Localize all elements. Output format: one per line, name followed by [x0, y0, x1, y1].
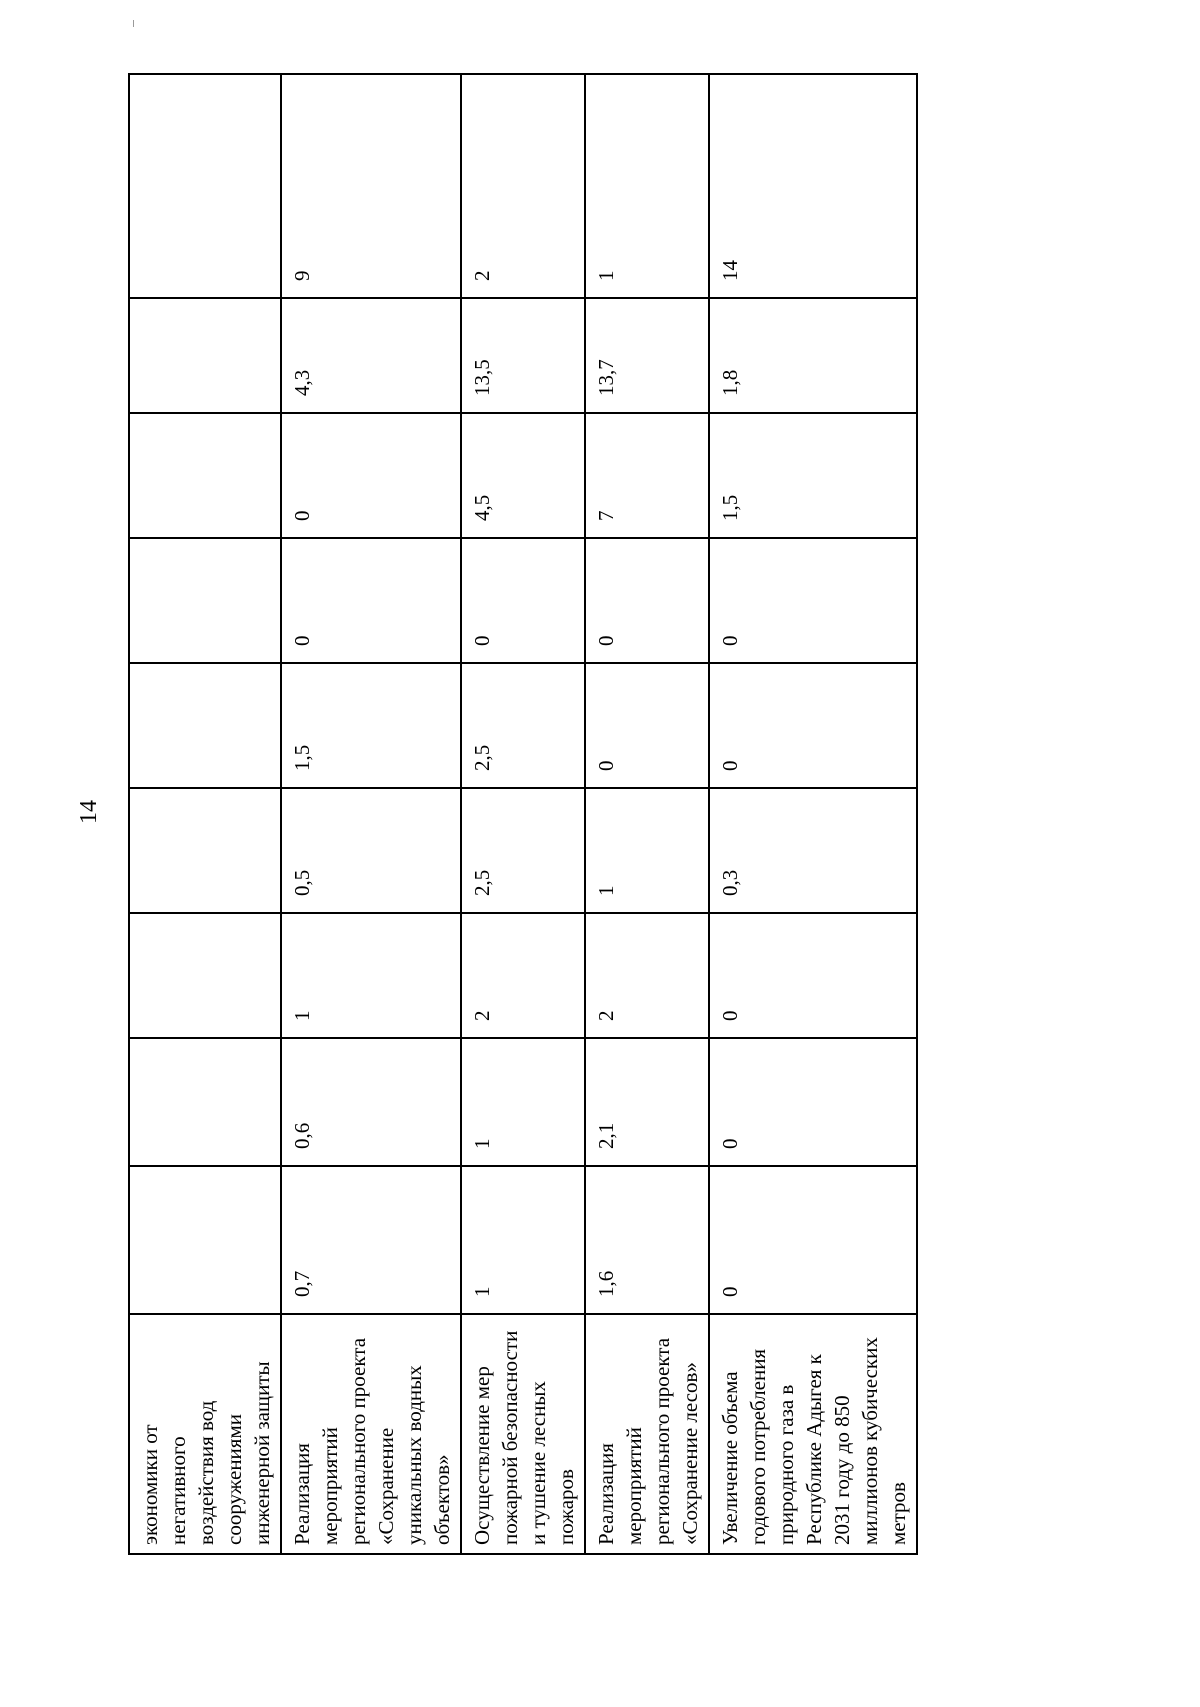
table-cell — [129, 1166, 281, 1314]
table-cell: 0 — [585, 538, 709, 663]
table-cell: 7 — [585, 413, 709, 538]
table-cell — [129, 538, 281, 663]
table-cell — [129, 298, 281, 413]
table-cell: 1 — [585, 74, 709, 298]
table-cell — [129, 663, 281, 788]
row-label: экономики от негативного воздействия вод сооружениями инженерной защиты — [129, 1314, 281, 1554]
table-cell — [129, 413, 281, 538]
table-cell: 2 — [461, 74, 585, 298]
table-cell: 4,3 — [281, 298, 461, 413]
table-cell: 0 — [709, 1038, 917, 1166]
table-cell: 0 — [709, 913, 917, 1038]
table-row — [709, 74, 917, 1554]
table-cell: 2,1 — [585, 1038, 709, 1166]
page-number: 14 — [76, 800, 102, 824]
table-cell: 0,3 — [709, 788, 917, 913]
table-cell: 0 — [281, 413, 461, 538]
table-cell: 2,5 — [461, 663, 585, 788]
scan-speck — [133, 20, 134, 27]
table-row — [281, 74, 461, 1554]
row-label: Осуществление мер пожарной безопасности и тушение лесных пожаров — [461, 1314, 585, 1554]
table-cell: 0,5 — [281, 788, 461, 913]
table-cell: 1 — [585, 788, 709, 913]
table-cell: 13,5 — [461, 298, 585, 413]
table-cell — [129, 788, 281, 913]
table-cell: 4,5 — [461, 413, 585, 538]
table-cell: 1 — [461, 1166, 585, 1314]
table-cell — [129, 1038, 281, 1166]
table-container — [128, 95, 910, 1555]
table-cell: 2 — [585, 913, 709, 1038]
table-cell: 0 — [281, 538, 461, 663]
table-row — [129, 74, 281, 1554]
table-cell: 0 — [709, 538, 917, 663]
table-cell — [129, 913, 281, 1038]
table-cell: 1,6 — [585, 1166, 709, 1314]
table-cell: 9 — [281, 74, 461, 298]
table-row — [585, 74, 709, 1554]
table-cell: 0,6 — [281, 1038, 461, 1166]
table-cell: 0 — [585, 663, 709, 788]
table-cell: 2,5 — [461, 788, 585, 913]
table-cell: 1,8 — [709, 298, 917, 413]
row-label: Реализация мероприятий регионального проекта «Сохранение уникальных водных объектов» — [281, 1314, 461, 1554]
indicators-table — [128, 73, 918, 1555]
table-cell: 0 — [461, 538, 585, 663]
table-cell: 13,7 — [585, 298, 709, 413]
table-cell: 1 — [461, 1038, 585, 1166]
table-cell: 1,5 — [709, 413, 917, 538]
table-cell: 0 — [709, 663, 917, 788]
table-cell: 0 — [709, 1166, 917, 1314]
table-cell: 0,7 — [281, 1166, 461, 1314]
row-label: Реализация мероприятий регионального проекта «Сохранение лесов» — [585, 1314, 709, 1554]
rotated-table — [128, 95, 910, 1555]
table-cell: 2 — [461, 913, 585, 1038]
table-row — [461, 74, 585, 1554]
table-cell: 14 — [709, 74, 917, 298]
table-cell: 1,5 — [281, 663, 461, 788]
row-label: Увеличение объема годового потребления природного газа в Республике Адыгея к 2031 году до 850 миллионов кубических метров — [709, 1314, 917, 1554]
table-cell — [129, 74, 281, 298]
table-cell: 1 — [281, 913, 461, 1038]
